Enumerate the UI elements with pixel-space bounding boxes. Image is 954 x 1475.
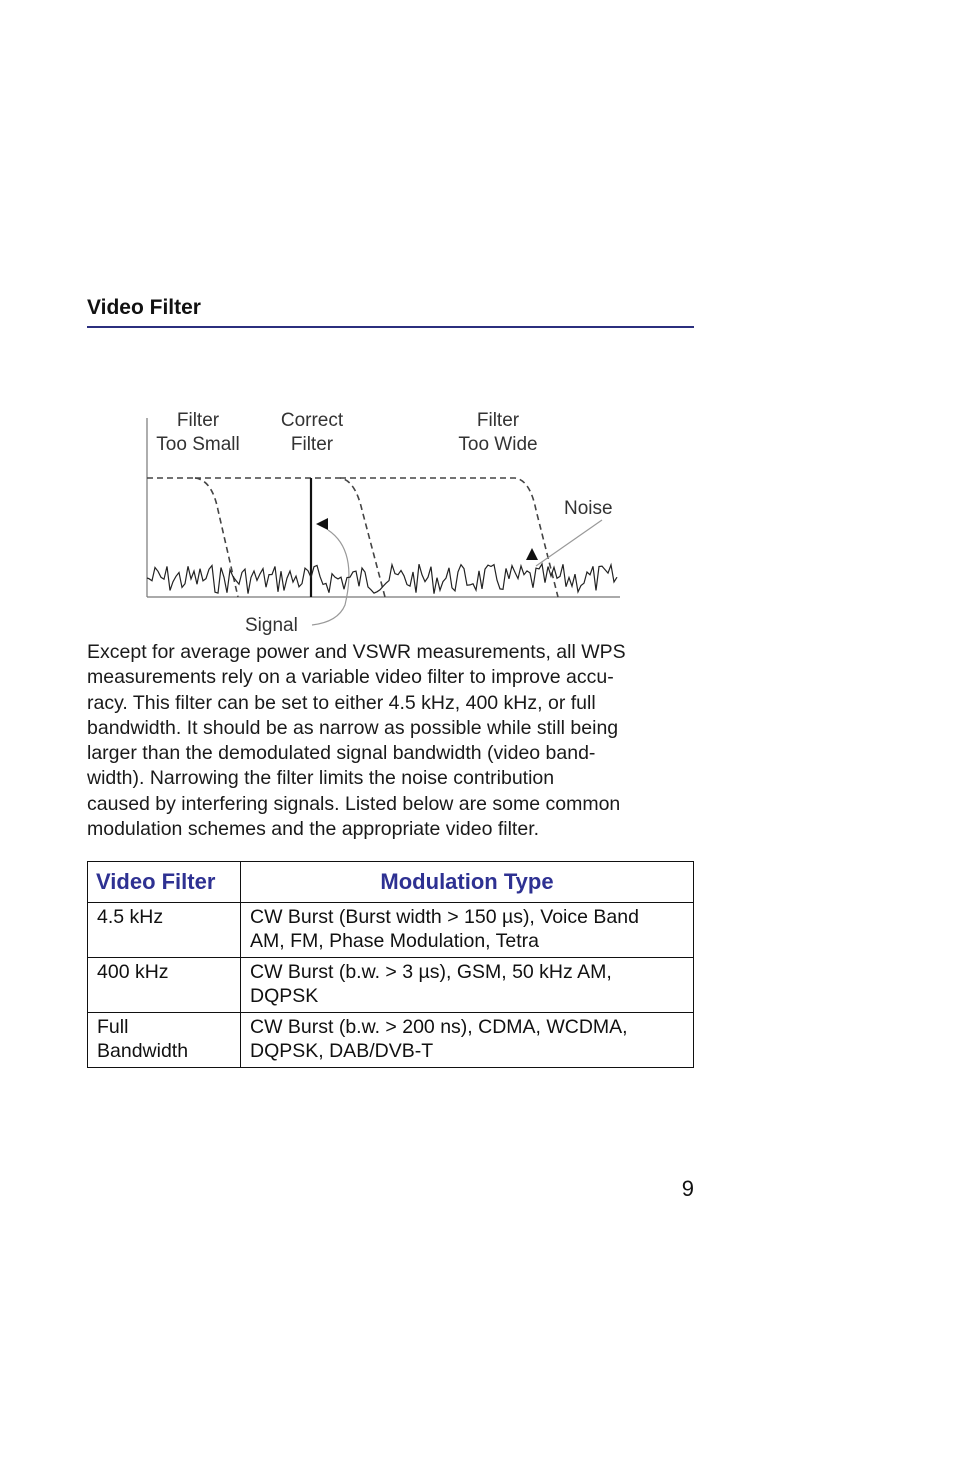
body-line: racy. This filter can be set to either 4.5 kHz, 400 kHz, or full <box>87 691 596 714</box>
cell-line: 4.5 kHz <box>97 906 164 928</box>
filter-too-small-curve <box>195 478 238 597</box>
label-noise: Noise <box>564 498 613 519</box>
cell-line: DQPSK, DAB/DVB-T <box>250 1040 434 1062</box>
filter-diagram-svg <box>140 400 630 640</box>
cell-line: Bandwidth <box>97 1040 189 1062</box>
label-filter-too-small-line1: Filter <box>176 410 220 431</box>
body-line: measurements rely on a variable video filter to improve accu- <box>87 666 614 689</box>
body-line: bandwidth. It should be as narrow as possible while still being <box>87 716 619 739</box>
cell-line: AM, FM, Phase Modulation, Tetra <box>250 930 540 952</box>
table-row <box>88 1013 694 1068</box>
noise-trace <box>147 564 617 594</box>
header-modulation-type: Modulation Type <box>241 862 694 903</box>
body-line: larger than the demodulated signal bandwidth (video band- <box>87 742 596 765</box>
page-number: 9 <box>681 1176 694 1201</box>
header-video-filter: Video Filter <box>88 862 241 903</box>
cell-filter <box>88 903 241 958</box>
noise-arrow <box>526 548 538 560</box>
cell-line: CW Burst (b.w. > 3 µs), GSM, 50 kHz AM, <box>250 961 612 983</box>
table-header-row <box>88 862 694 903</box>
video-filter-diagram <box>140 400 630 640</box>
cell-line: 400 kHz <box>97 961 169 983</box>
cell-filter <box>88 958 241 1013</box>
label-correct-filter-line1: Correct <box>280 410 344 431</box>
signal-arrow <box>316 518 328 530</box>
label-filter-too-wide-line2: Too Wide <box>458 434 538 455</box>
cell-modulation <box>241 903 694 958</box>
label-correct-filter-line2: Filter <box>290 434 334 455</box>
body-line: modulation schemes and the appropriate video filter. <box>87 818 540 841</box>
noise-pointer-line <box>536 520 602 566</box>
body-line: caused by interfering signals. Listed below are some common <box>87 792 621 815</box>
body-line: width). Narrowing the filter limits the noise contribution <box>87 767 555 790</box>
signal-pointer-line <box>312 530 349 625</box>
table-row <box>88 958 694 1013</box>
cell-line: Full <box>97 1016 129 1038</box>
label-signal: Signal <box>245 615 298 636</box>
cell-modulation <box>241 958 694 1013</box>
label-filter-too-small-line2: Too Small <box>156 434 240 455</box>
cell-line: CW Burst (b.w. > 200 ns), CDMA, WCDMA, <box>250 1016 628 1038</box>
cell-line: CW Burst (Burst width > 150 µs), Voice Band <box>250 906 639 928</box>
cell-line: DQPSK <box>250 985 319 1007</box>
section-heading: Video Filter <box>87 296 694 328</box>
label-filter-too-wide-line1: Filter <box>476 410 520 431</box>
body-paragraph <box>87 640 697 842</box>
cell-filter <box>88 1013 241 1068</box>
table-row <box>88 903 694 958</box>
correct-filter-curve <box>195 478 385 597</box>
cell-modulation <box>241 1013 694 1068</box>
filter-too-wide-curve <box>340 478 558 597</box>
body-line: Except for average power and VSWR measurements, all WPS <box>87 641 626 663</box>
video-filter-table <box>87 861 694 1068</box>
